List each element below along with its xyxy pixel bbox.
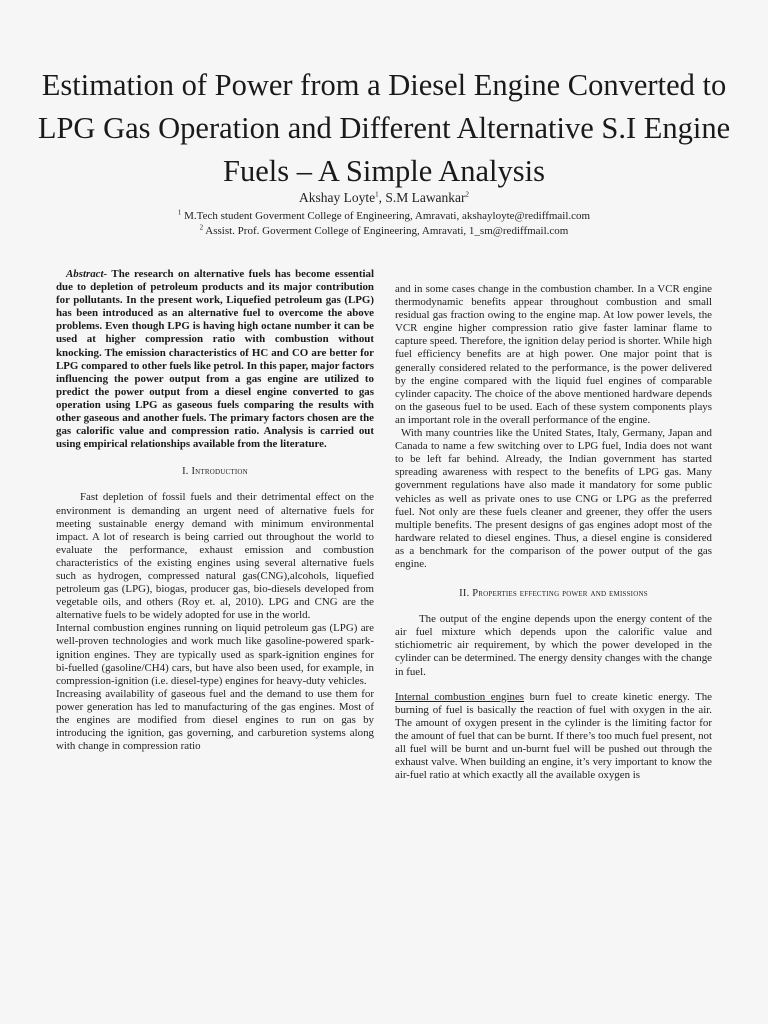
section-heading-properties: II. Properties effecting power and emissions — [459, 588, 648, 600]
body-paragraph: The output of the engine depends upon the energy content of the air fuel mixture which depends upon the calorific value and stichiometric air requirement, by which the power developed in the cylinder can be determined. The energy density changes with the change in fuel. — [395, 613, 712, 678]
left-column — [56, 268, 374, 753]
abstract-text: The research on alternative fuels has become essential due to depletion of petroleum products and its major contribution for pollutants. In the present work, Liquefied petroleum gas (LPG) has been introduced as an alternative fuel to overcome the above problems. Even though LPG is having high octane number it can be used at higher compression ratio with combustion without knocking. The emission characteristics of HC and CO are better for LPG compared to other fuels like petrol. In this paper, major factors influencing the power output from a gas engine are utilized to predict the power output from a diesel engine converted to gas operation using LPG as gaseous fuels comparing the results with other gaseous and another fuels. The primary factors chosen are the gas calorific value and compression ratio. Analysis is carried out using empirical relationships available from the literature. — [56, 268, 374, 451]
abstract — [56, 268, 374, 451]
affiliation-1 — [0, 210, 768, 223]
affiliation-superscript: 1 — [177, 208, 182, 217]
affiliation-text: M.Tech student Goverment College of Engineering, Amravati, akshayloyte@rediffmail.com — [184, 210, 591, 222]
author-separator: , — [378, 190, 386, 205]
body-text: burn fuel to create kinetic energy. The burning of fuel is basically the reaction of fuel with oxygen in the air. The amount of oxygen present in the cylinder is the limiting factor for the amount of fuel that can be burnt. If there’s too much fuel present, not all fuel will be burnt and un-burnt fuel will be pushed out through the exhaust valve. When building an engine, it’s very important to know the air-fuel ratio at which exactly all the available oxygen is — [395, 690, 713, 782]
author-superscript: 1 — [375, 190, 379, 199]
affiliation-2 — [0, 225, 768, 238]
body-paragraph: Increasing availability of gaseous fuel and the demand to use them for power generation has led to manufacturing of the gas engines. Most of the engines are modified from diesel engines to run on gas by introducing the ignition, gas governing, and carburetion systems along with change in compression ratio — [56, 687, 374, 753]
body-paragraph: Fast depletion of fossil fuels and their detrimental effect on the environment is demanding an urgent need of alternative fuels for meeting sustainable energy demand with minimum environmental impact. A lot of research is being carried out throughout the world to evaluate the performance, exhaust emission and combustion characteristics of the existing engines using several alternative fuels such as hydrogen, compressed natural gas(CNG),alcohols, liquefied petroleum gas (LPG), biogas, producer gas, bio-diesels developed from vegetable oils, and others (Roy et. al, 2010). LPG and CNG are the alternative fuels to be widely adopted for use in the world. — [56, 491, 374, 622]
right-column — [395, 283, 712, 782]
affiliation-text: Assist. Prof. Goverment College of Engineering, Amravati, 1_sm@rediffmail.com — [205, 225, 569, 237]
author-line — [0, 190, 768, 206]
body-paragraph: and in some cases change in the combustion chamber. In a VCR engine thermodynamic benefits appear throughout combustion and small residual gas fraction owing to the engine map. At low power levels, the VCR engine higher compression ratio give faster laminar flame to capture speed. Therefore, the ignition delay period is shorter. While high fuel efficiency benefits are at high power. One major point that is generally considered related to the performance, is the power delivered by the engine compared with the liquid fuel engines of comparable cylinder capacity. The choice of the above mentioned hardware depends on the gaseous fuel to be used. Each of these system components plays an important role in the overall performance of the engine. — [395, 283, 712, 426]
hyperlink-internal-combustion-engines[interactable]: Internal combustion engines — [395, 690, 525, 703]
body-paragraph — [395, 691, 712, 783]
abstract-lead: Abstract- — [66, 268, 108, 280]
body-paragraph: Internal combustion engines running on liquid petroleum gas (LPG) are well-proven technologies and work much like gasoline-powered spark-ignition engines. They are typically used as spark-ignition engines for bi-fuelled (gasoline/CH4) cars, but have also been used, for example, in compression-ignition (i.e. diesel-type) engines for heavy-duty vehicles. — [56, 622, 374, 687]
body-paragraph: With many countries like the United States, Italy, Germany, Japan and Canada to name a few switching over to LPG fuel, India does not want to be left far behind. Already, the Indian government has started spreading awareness with respect to the benefits of LPG gas. Many government regulations have also made it mandatory for some public vehicles as well as private ones to use CNG or LPG as the preferred fuel. Not only are these fuels cleaner and greener, they offer the users multiple benefits. The present designs of gas engines adopt most of the hardware related to diesel engines. Thus, a diesel engine is considered as a benchmark for the comparison of the power output of the gas engine. — [395, 427, 712, 570]
author-name: S.M Lawankar — [385, 190, 466, 205]
paper-title: Estimation of Power from a Diesel Engine Converted to LPG Gas Operation and Different Alternative S.I Engine Fuels – A Simple Analysis — [37, 68, 731, 188]
author-superscript: 2 — [465, 190, 470, 199]
section-heading-introduction: I. Introduction — [182, 466, 248, 478]
author-name: Akshay Loyte — [298, 190, 376, 205]
affiliation-superscript: 2 — [199, 223, 204, 232]
